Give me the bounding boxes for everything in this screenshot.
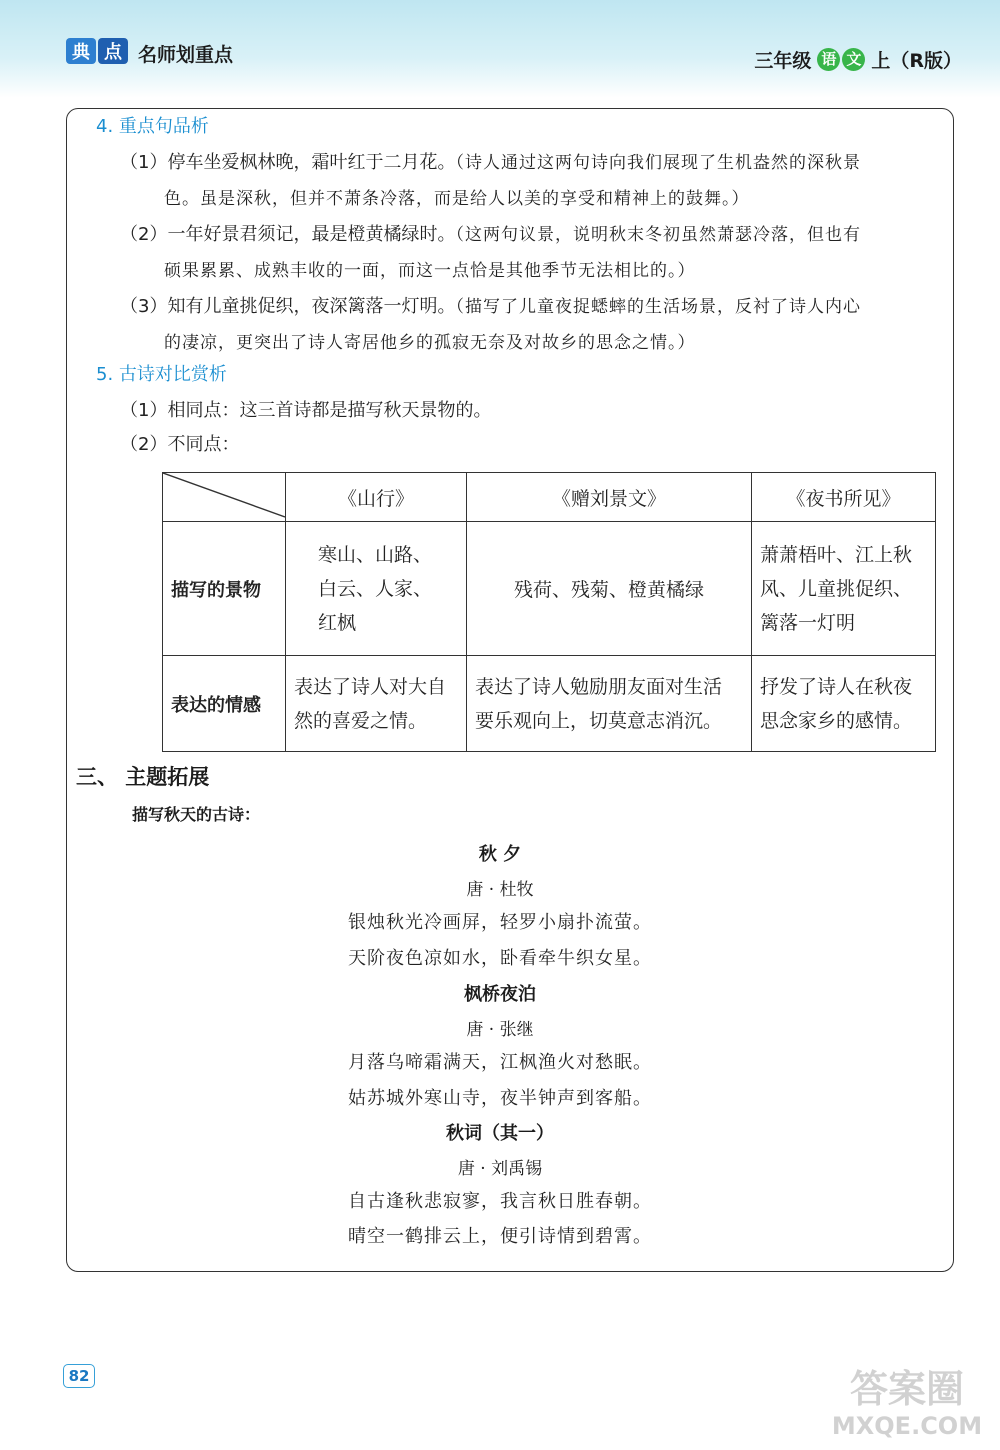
page-number: 82 bbox=[63, 1364, 95, 1388]
svg-text:点: 点 bbox=[104, 42, 122, 63]
section-subtitle: 描写秋天的古诗： bbox=[132, 805, 261, 824]
cell-line: 要乐观向上，切莫意志消沉。 bbox=[475, 709, 723, 732]
item-quote: 知有儿童挑促织，夜深篱落一灯明。 bbox=[167, 296, 456, 317]
item-number: （2） bbox=[120, 224, 168, 245]
cell-line: 红枫 bbox=[318, 611, 357, 634]
subject-badges bbox=[817, 48, 865, 71]
poem-line: 自古逢秋悲寂寥，我言秋日胜春朝。 bbox=[348, 1191, 652, 1212]
poem-author: 唐 · 刘禹锡 bbox=[457, 1159, 543, 1179]
comparison-table bbox=[162, 472, 936, 752]
poem-title: 枫桥夜泊 bbox=[464, 984, 536, 1005]
subject-char: 文 bbox=[842, 48, 865, 71]
cell-line: 表达了诗人勉励朋友面对生活 bbox=[475, 675, 723, 698]
poem-line: 天阶夜色凉如水，卧看牵牛织女星。 bbox=[348, 948, 652, 969]
table-cell bbox=[467, 522, 752, 656]
cell-line: 风、儿童挑促织、 bbox=[760, 577, 913, 600]
subject-char: 语 bbox=[817, 48, 840, 71]
analysis-item-continued bbox=[164, 182, 948, 216]
poem-line: 银烛秋光冷画屏，轻罗小扇扑流萤。 bbox=[348, 912, 652, 933]
poem-line: 晴空一鹤排云上，便引诗情到碧霄。 bbox=[348, 1226, 652, 1247]
analysis-item bbox=[120, 218, 948, 252]
item-note: （诗人通过这两句诗向我们展现了生机盎然的深秋景 bbox=[455, 153, 861, 173]
cell-line: 残荷、残菊、橙黄橘绿 bbox=[513, 579, 704, 601]
poem-line: 姑苏城外寒山寺，夜半钟声到客船。 bbox=[348, 1088, 652, 1109]
item-quote: 停车坐爱枫林晚，霜叶红于二月花。 bbox=[167, 152, 456, 173]
table-header-row bbox=[163, 473, 936, 522]
analysis-item-continued bbox=[164, 326, 948, 360]
difference-label: （2）不同点： bbox=[120, 434, 240, 455]
row-header: 表达的情感 bbox=[163, 656, 286, 752]
item-note: （这两句议景，说明秋末冬初虽然萧瑟冷落，但也有 bbox=[455, 225, 861, 245]
watermark-logo bbox=[822, 1360, 992, 1440]
svg-text:答案圈: 答案圈 bbox=[849, 1367, 965, 1411]
poem-author: 唐 · 张继 bbox=[466, 1020, 534, 1040]
cell-line: 抒发了诗人在秋夜 bbox=[760, 675, 913, 698]
brand-title: 名师划重点 bbox=[138, 44, 234, 66]
table-corner-cell bbox=[163, 473, 286, 522]
analysis-item bbox=[120, 290, 948, 324]
poem-line: 月落乌啼霜满天，江枫渔火对愁眠。 bbox=[348, 1052, 652, 1073]
grade-subject-label bbox=[754, 46, 962, 73]
item-note: 色。虽是深秋，但并不萧条冷落，而是给人以美的享受和精神上的鼓舞。） bbox=[164, 189, 750, 209]
term-label: 上（R版） bbox=[871, 50, 962, 72]
cell-line: 白云、人家、 bbox=[318, 577, 433, 600]
cell-line: 然的喜爱之情。 bbox=[294, 709, 428, 732]
section-4-title: 4. 重点句品析 bbox=[96, 116, 209, 137]
poem-title: 秋 夕 bbox=[478, 844, 522, 865]
cell-line: 萧萧梧叶、江上秋 bbox=[760, 543, 913, 566]
brand-logo bbox=[66, 36, 130, 66]
item-number: （3） bbox=[120, 296, 168, 317]
cell-line: 寒山、山路、 bbox=[318, 543, 433, 566]
diagonal-line bbox=[163, 473, 285, 521]
section-heading: 三、 主题拓展 bbox=[76, 765, 210, 789]
row-header: 描写的景物 bbox=[163, 522, 286, 656]
table-row bbox=[163, 522, 936, 656]
table-cell bbox=[286, 656, 467, 752]
table-cell bbox=[467, 656, 752, 752]
table-cell bbox=[752, 522, 936, 656]
similarity-text: （1）相同点：这三首诗都是描写秋天景物的。 bbox=[120, 400, 492, 421]
table-cell bbox=[286, 522, 467, 656]
item-note: （描写了儿童夜捉蟋蟀的生活场景，反衬了诗人内心 bbox=[455, 297, 861, 317]
item-number: （1） bbox=[120, 152, 168, 173]
poem-title: 秋词（其一） bbox=[446, 1123, 554, 1144]
analysis-item bbox=[120, 146, 948, 180]
svg-text:MXQE.COM: MXQE.COM bbox=[831, 1412, 983, 1440]
svg-text:典: 典 bbox=[72, 42, 90, 63]
item-quote: 一年好景君须记，最是橙黄橘绿时。 bbox=[167, 224, 456, 245]
table-cell bbox=[752, 656, 936, 752]
poem-author: 唐 · 杜牧 bbox=[466, 880, 534, 900]
column-header: 《夜书所见》 bbox=[752, 473, 936, 522]
grade-label: 三年级 bbox=[754, 50, 812, 72]
column-header: 《赠刘景文》 bbox=[467, 473, 752, 522]
cell-line: 思念家乡的感情。 bbox=[760, 709, 913, 732]
analysis-item-continued bbox=[164, 254, 948, 288]
item-note: 硕果累累、成熟丰收的一面，而这一点恰是其他季节无法相比的。） bbox=[164, 261, 696, 281]
section-5-title: 5. 古诗对比赏析 bbox=[96, 364, 227, 385]
cell-line: 表达了诗人对大自 bbox=[294, 675, 447, 698]
cell-line: 篱落一灯明 bbox=[760, 611, 856, 634]
column-header: 《山行》 bbox=[286, 473, 467, 522]
item-note: 的凄凉，更突出了诗人寄居他乡的孤寂无奈及对故乡的思念之情。） bbox=[164, 333, 696, 353]
table-row bbox=[163, 656, 936, 752]
